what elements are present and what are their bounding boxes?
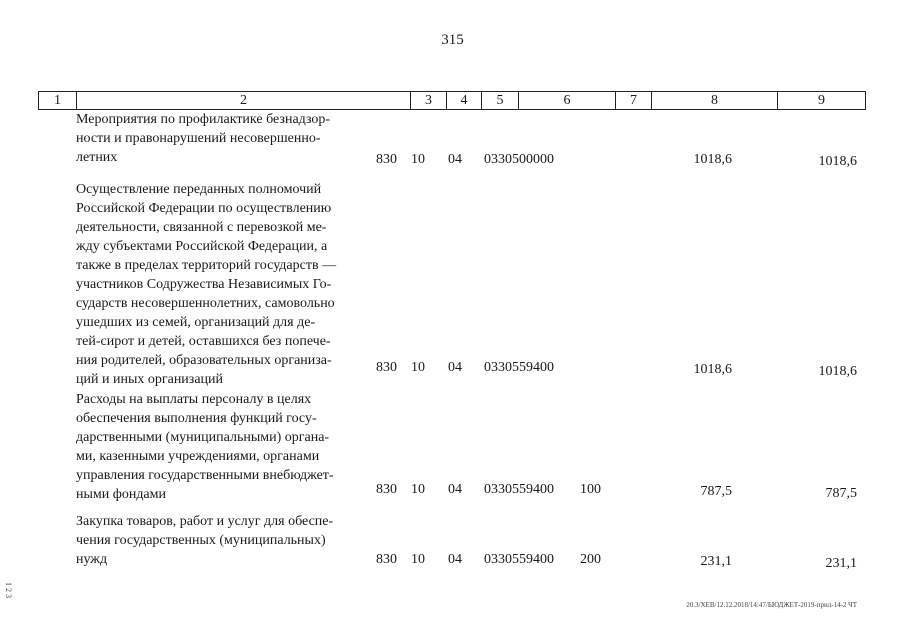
row-2-line-1: Осуществление переданных полномочий (76, 182, 322, 197)
row-4-section: 10 (411, 552, 425, 567)
row-2-line-6: участников Содружества Независимых Го- (76, 277, 332, 292)
row-2-section: 10 (411, 360, 425, 375)
row-3-admin-code: 830 (376, 482, 397, 497)
row-1-line-2: ности и правонарушений несовершенно- (76, 131, 321, 146)
table-row-4-description (76, 512, 366, 569)
row-3-subsection: 04 (448, 482, 462, 497)
row-2-admin-code: 830 (376, 360, 397, 375)
row-4-target-code: 0330559400 (484, 552, 554, 567)
row-3-line-5: управления государственными внебюджет- (76, 468, 334, 483)
row-4-amount-col8: 231,1 (700, 554, 732, 569)
row-3-expense-type: 100 (580, 482, 601, 497)
header-col-7: 7 (615, 92, 651, 109)
row-3-line-6: ными фондами (76, 487, 167, 502)
row-1-line-3: летних (76, 150, 118, 165)
row-4-admin-code: 830 (376, 552, 397, 567)
table-row-3-description (76, 390, 366, 504)
row-2-line-5: также в пределах территорий государств — (76, 258, 337, 273)
row-2-line-11: ций и иных организаций (76, 372, 224, 387)
row-1-amount-col8: 1018,6 (693, 152, 732, 167)
row-1-subsection: 04 (448, 152, 462, 167)
row-3-line-4: ми, казенными учреждениями, органами (76, 449, 320, 464)
row-3-line-3: дарственными (муниципальными) органа- (76, 430, 330, 445)
header-col-6: 6 (518, 92, 615, 109)
row-2-line-4: жду субъектами Российской Федерации, а (76, 239, 328, 254)
row-4-amount-col9: 231,1 (825, 556, 857, 571)
row-1-admin-code: 830 (376, 152, 397, 167)
row-1-line-1: Мероприятия по профилактике безнадзор- (76, 112, 331, 127)
row-4-expense-type: 200 (580, 552, 601, 567)
row-1-target-code: 0330500000 (484, 152, 554, 167)
row-2-line-2: Российской Федерации по осуществлению (76, 201, 332, 216)
row-2-line-8: ушедших из семей, организаций для де- (76, 315, 316, 330)
header-col-9: 9 (777, 92, 865, 109)
row-2-line-3: деятельности, связанной с перевозкой ме- (76, 220, 327, 235)
row-4-line-1: Закупка товаров, работ и услуг для обеспе- (76, 514, 334, 529)
row-3-section: 10 (411, 482, 425, 497)
header-col-1: 1 (54, 93, 61, 108)
row-2-line-9: тей-сирот и детей, оставшихся без попече- (76, 334, 331, 349)
row-4-line-2: чения государственных (муниципальных) (76, 533, 326, 548)
row-2-line-7: сударств несовершеннолетних, самовольно (76, 296, 335, 311)
row-2-subsection: 04 (448, 360, 462, 375)
row-3-amount-col9: 787,5 (825, 486, 857, 501)
row-2-amount-col9: 1018,6 (818, 364, 857, 379)
row-3-amount-col8: 787,5 (700, 484, 732, 499)
row-3-line-2: обеспечения выполнения функций госу- (76, 411, 317, 426)
row-2-target-code: 0330559400 (484, 360, 554, 375)
table-row-2-description (76, 180, 366, 389)
page-number: 315 (441, 32, 464, 48)
row-4-subsection: 04 (448, 552, 462, 567)
row-3-line-1: Расходы на выплаты персоналу в целях (76, 392, 312, 407)
table-header-row (38, 91, 866, 110)
row-2-amount-col8: 1018,6 (693, 362, 732, 377)
header-col-2: 2 (76, 92, 410, 109)
header-col-8: 8 (651, 92, 777, 109)
margin-mark: 1 2 3 (4, 582, 13, 598)
header-col-5: 5 (481, 92, 518, 109)
row-1-section: 10 (411, 152, 425, 167)
row-2-line-10: ния родителей, образовательных организа- (76, 353, 332, 368)
row-3-target-code: 0330559400 (484, 482, 554, 497)
table-row-1-description (76, 110, 366, 167)
row-1-amount-col9: 1018,6 (818, 154, 857, 169)
header-col-4: 4 (446, 92, 481, 109)
footer-stamp: 20.3/ХЕВ/12.12.2018/14:47/БЮДЖЕТ-2019-прил-14-2 ЧТ (686, 601, 857, 609)
row-4-line-3: нужд (76, 552, 108, 567)
header-col-3: 3 (410, 92, 446, 109)
